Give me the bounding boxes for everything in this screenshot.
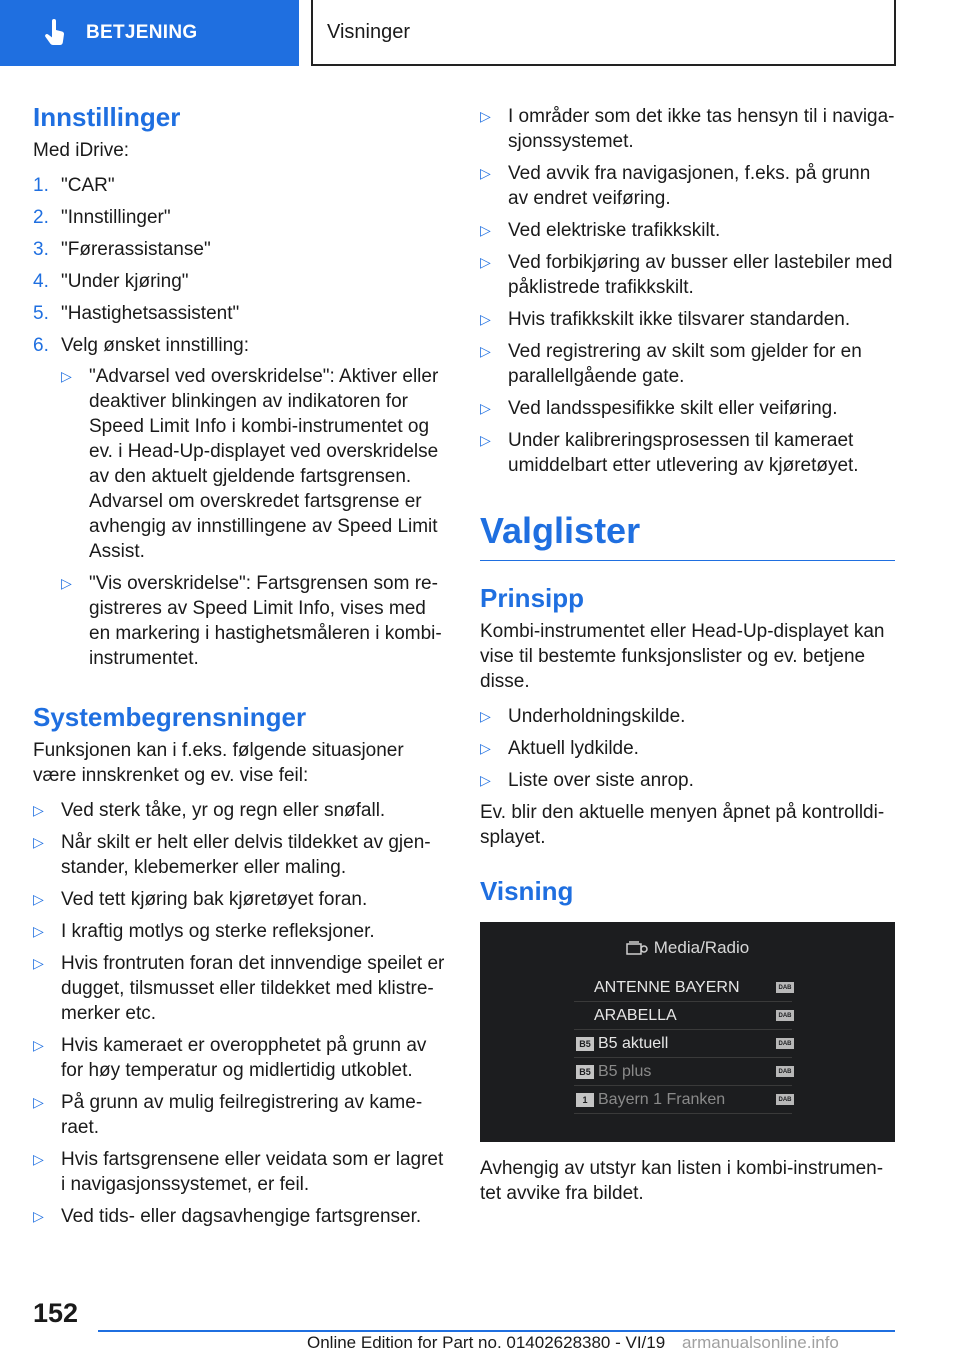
list-item [61, 571, 451, 671]
visning-caption: Avhengig av utstyr kan listen i kombi-instrumen-tet avvike fra bildet. [480, 1158, 884, 1204]
item-text: Ved elektriske trafikkskilt. [508, 220, 721, 241]
list-item [33, 1033, 451, 1083]
bullet-triangle-icon: ▷ [480, 108, 491, 124]
step-number: 1. [33, 175, 49, 196]
item-text: Underholdningskilde. [508, 706, 686, 727]
item-text: I kraftig motlys og sterke refleksjoner. [61, 921, 375, 942]
bullet-triangle-icon: ▷ [480, 708, 491, 724]
item-text: Ved forbikjøring av busser eller lastebiler med påklistrede trafikkskilt. [508, 252, 893, 298]
bullet-triangle-icon: ▷ [480, 311, 491, 327]
list-item [33, 173, 451, 198]
dab-badge: DAB [776, 1038, 794, 1049]
dab-badge: DAB [776, 1010, 794, 1021]
chapter-tab[interactable] [0, 0, 299, 66]
list-item [480, 339, 895, 389]
bullet-triangle-icon: ▷ [33, 923, 44, 939]
list-item [480, 218, 895, 243]
list-item [33, 887, 451, 912]
item-text: Hvis trafikkskilt ikke tilsvarer standarden. [508, 309, 851, 330]
list-item [33, 301, 451, 326]
list-item [574, 1058, 792, 1086]
list-item [33, 269, 451, 294]
dab-badge: DAB [776, 1066, 794, 1077]
prinsipp-outro: Ev. blir den aktuelle menyen åpnet på kontrolldi-splayet. [480, 802, 885, 848]
bullet-triangle-icon: ▷ [480, 432, 491, 448]
list-item [33, 830, 451, 880]
step-text: Velg ønsket innstilling: [61, 335, 249, 356]
dab-badge: DAB [776, 1094, 794, 1105]
page-header [0, 0, 960, 66]
prinsipp-list [480, 704, 895, 793]
section-title: Visninger [327, 20, 411, 43]
right-column [480, 104, 895, 1206]
bullet-triangle-icon: ▷ [480, 222, 491, 238]
bullet-triangle-icon: ▷ [61, 575, 72, 591]
list-item [33, 333, 451, 678]
list-item [33, 951, 451, 1026]
heading-innstillinger: Innstillinger [33, 102, 181, 132]
list-item [33, 1090, 451, 1140]
bullet-triangle-icon: ▷ [480, 400, 491, 416]
item-text: Hvis frontruten foran det innvendige speilet er dugget, tilsmusset eller tildekket med klistre-merker etc. [61, 953, 445, 1024]
list-item [480, 307, 895, 332]
list-item [480, 428, 895, 478]
list-item [480, 396, 895, 421]
option-text: "Vis overskridelse": Fartsgrensen som re-gistreres av Speed Limit Info, vises med en markering i hastighetsmåleren i kombi-instrumentet. [89, 573, 442, 669]
bullet-triangle-icon: ▷ [33, 1208, 44, 1224]
media-radio-icon [626, 939, 648, 957]
item-text: På grunn av mulig feilregistrering av kame-raet. [61, 1092, 423, 1138]
step-number: 3. [33, 239, 49, 260]
list-item [61, 364, 451, 564]
list-item [480, 704, 895, 729]
screen-title-text: Media/Radio [653, 938, 750, 957]
bullet-triangle-icon: ▷ [480, 165, 491, 181]
list-item [574, 1086, 792, 1114]
step-number: 6. [33, 335, 49, 356]
media-radio-screenshot [480, 922, 895, 1142]
item-text: I områder som det ikke tas hensyn til i naviga-sjonssystemet. [508, 106, 895, 152]
step-number: 5. [33, 303, 49, 324]
dab-badge: DAB [776, 982, 794, 993]
list-item [480, 104, 895, 154]
bullet-triangle-icon: ▷ [33, 891, 44, 907]
bullet-triangle-icon: ▷ [480, 772, 491, 788]
list-item [480, 768, 895, 793]
left-column [33, 100, 451, 1236]
item-text: Hvis kameraet er overopphetet på grunn av for høy temperatur og midlertidig utkoblet. [61, 1035, 427, 1081]
bullet-triangle-icon: ▷ [33, 1037, 44, 1053]
list-item [480, 736, 895, 761]
limitations-list-continued [480, 104, 895, 478]
station-name: ARABELLA [594, 1006, 677, 1024]
item-text: Ved registrering av skilt som gjelder for en parallellgående gate. [508, 341, 862, 387]
step-number: 2. [33, 207, 49, 228]
systembegrensninger-intro: Funksjonen kan i f.eks. følgende situasjoner være innskrenket og ev. vise feil: [33, 740, 404, 786]
item-text: Ved landsspesifikke skilt eller veiføring. [508, 398, 838, 419]
innstillinger-intro: Med iDrive: [33, 140, 130, 161]
step-text: "CAR" [61, 175, 115, 196]
screen-title [480, 938, 895, 958]
step-text: "Innstillinger" [61, 207, 171, 228]
station-name: B5 plus [598, 1062, 652, 1080]
settings-steps [33, 173, 451, 678]
section-title-box [311, 0, 896, 66]
page-number: 152 [33, 1298, 79, 1328]
list-item [574, 1030, 792, 1058]
list-item [574, 1002, 792, 1030]
heading-prinsipp: Prinsipp [480, 583, 585, 613]
sub-options [61, 364, 451, 678]
bullet-triangle-icon: ▷ [480, 254, 491, 270]
list-item [33, 237, 451, 262]
bullet-triangle-icon: ▷ [480, 740, 491, 756]
step-number: 4. [33, 271, 49, 292]
item-text: Liste over siste anrop. [508, 770, 694, 791]
hand-touch-icon [40, 18, 70, 48]
station-logo: B5 [576, 1037, 594, 1051]
station-name: Bayern 1 Franken [598, 1090, 726, 1108]
list-item [33, 798, 451, 823]
limitations-list [33, 798, 451, 1229]
item-text: Når skilt er helt eller delvis tildekket av gjen-stander, klebemerker eller maling. [61, 832, 431, 878]
list-item [480, 250, 895, 300]
step-text: "Hastighetsassistent" [61, 303, 240, 324]
list-item [33, 919, 451, 944]
heading-visning: Visning [480, 876, 574, 906]
station-name: B5 aktuell [598, 1034, 669, 1052]
heading-systembegrensninger: Systembegrensninger [33, 702, 307, 732]
list-item [33, 205, 451, 230]
bullet-triangle-icon: ▷ [61, 368, 72, 384]
prinsipp-intro: Kombi-instrumentet eller Head-Up-displayet kan vise til bestemte funksjonslister og ev. betjene disse. [480, 621, 885, 692]
step-text: "Førerassistanse" [61, 239, 211, 260]
bullet-triangle-icon: ▷ [33, 834, 44, 850]
chapter-tab-label: BETJENING [86, 22, 198, 43]
list-item [480, 161, 895, 211]
bullet-triangle-icon: ▷ [480, 343, 491, 359]
item-text: Ved tids- eller dagsavhengige fartsgrenser. [61, 1206, 422, 1227]
item-text: Under kalibreringsprosessen til kameraet umiddelbart etter utlevering av kjøretøyet. [508, 430, 859, 476]
bullet-triangle-icon: ▷ [33, 1094, 44, 1110]
bullet-triangle-icon: ▷ [33, 802, 44, 818]
watermark: armanualsonline.info [682, 1333, 839, 1352]
item-text: Ved avvik fra navigasjonen, f.eks. på grunn av endret veiføring. [508, 163, 871, 209]
heading-valglister: Valglister [480, 508, 895, 561]
item-text: Ved tett kjøring bak kjøretøyet foran. [61, 889, 368, 910]
footer-divider [98, 1330, 895, 1332]
bullet-triangle-icon: ▷ [33, 1151, 44, 1167]
edition-text: Online Edition for Part no. 01402628380 - VI/19 [307, 1333, 666, 1352]
step-text: "Under kjøring" [61, 271, 189, 292]
bullet-triangle-icon: ▷ [33, 955, 44, 971]
item-text: Hvis fartsgrensene eller veidata som er lagret i navigasjonssystemet, er feil. [61, 1149, 444, 1195]
list-item [574, 974, 792, 1002]
item-text: Ved sterk tåke, yr og regn eller snøfall. [61, 800, 386, 821]
list-item [33, 1204, 451, 1229]
station-logo: B5 [576, 1065, 594, 1079]
option-text: "Advarsel ved overskridelse": Aktiver eller deaktiver blinkingen av indikatoren for Speed Limit Info i kombi-instrumentet og ev. i Head-Up-displayet ved overskridelse av den aktuelt gjeldende fartsgrensen. Advarsel om overskredet fartsgrense er avhengig av innstillingene av Speed Limit Assist. [89, 366, 439, 562]
station-name: ANTENNE BAYERN [594, 978, 740, 996]
list-item [33, 1147, 451, 1197]
station-list [574, 974, 792, 1114]
item-text: Aktuell lydkilde. [508, 738, 639, 759]
station-logo: 1 [576, 1093, 594, 1107]
